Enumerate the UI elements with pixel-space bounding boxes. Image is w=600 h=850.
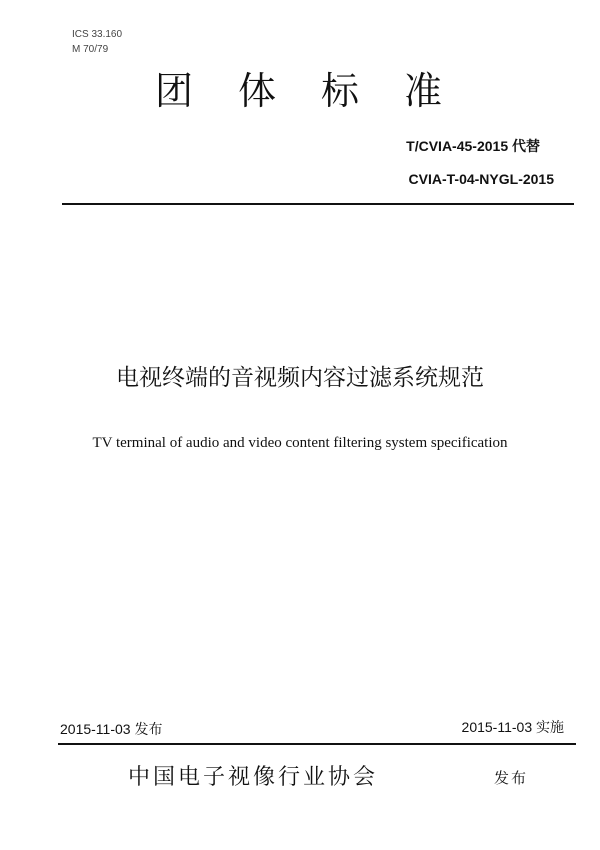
title-chinese: 电视终端的音视频内容过滤系统规范 xyxy=(116,365,484,391)
top-divider xyxy=(62,203,574,205)
publish-label: 发布 xyxy=(494,769,529,787)
title-english: TV terminal of audio and video content filtering system specification xyxy=(92,435,508,451)
bottom-divider xyxy=(58,743,576,745)
publisher-name: 中国电子视像行业协会 xyxy=(128,765,379,790)
implementation-date: 2015-11-03 实施 xyxy=(461,719,564,735)
ccs-code: M 70/79 xyxy=(72,44,109,55)
ics-code: ICS 33.160 xyxy=(72,29,123,40)
publish-date: 2015-11-03 发布 xyxy=(60,721,163,737)
standard-number: T/CVIA-45-2015 代替 xyxy=(406,138,540,154)
standard-type-heading: 团体标准 xyxy=(155,69,488,113)
replaced-standard-number: CVIA-T-04-NYGL-2015 xyxy=(408,171,554,187)
